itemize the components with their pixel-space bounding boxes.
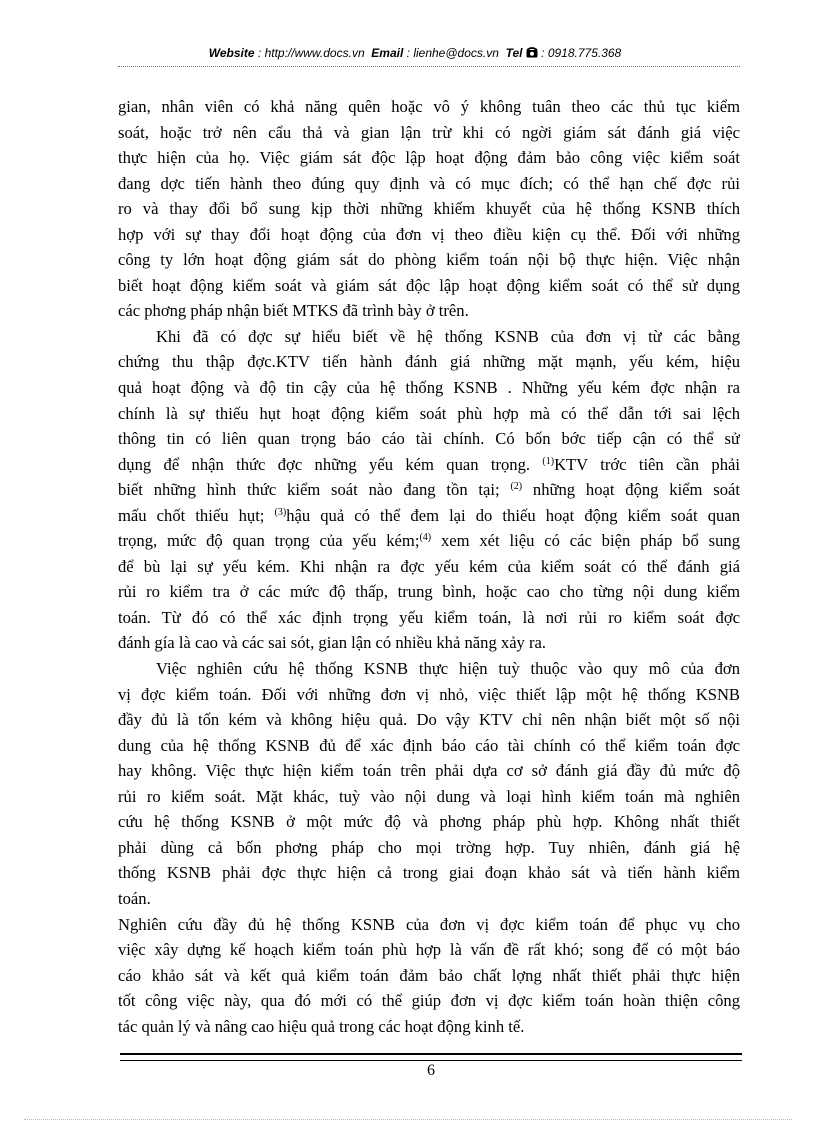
document-body — [118, 94, 740, 1039]
text-line: Việc nghiên cứu hệ thống KSNB thực hiện tuỳ thuộc vào quy mô của đơn — [156, 659, 740, 679]
phone-icon — [526, 46, 541, 60]
text-line: ro và thay đổi bổ sung kịp thời những khiếm khuyết của hệ thống KSNB thích — [118, 199, 740, 219]
page-header — [150, 46, 680, 60]
text-line: thực hiện của họ. Việc giám sát độc lập hoạt động đảm bảo công việc kiểm soát — [118, 148, 740, 168]
paragraph-3 — [118, 656, 740, 911]
text-line: Khi đã có đợc sự hiểu biết về hệ thống KSNB của đơn vị từ các bằng — [156, 326, 740, 346]
text-line: hay không. Việc thực hiện kiểm toán trên phải dựa cơ sở đánh giá đầy đủ mức độ — [118, 761, 740, 781]
text-line: đánh gía là cao và các sai sót, gian lận có nhiều khả năng xảy ra. — [118, 633, 547, 653]
text-line: toán. — [118, 888, 151, 908]
text-line: chứng thu thập đợc.KTV tiến hành đánh giá những mặt mạnh, yếu kém, hiệu — [118, 352, 740, 372]
text-line: thông tin có liên quan trọng báo cáo tài chính. Có bốn bớc tiếp cận có thể sử — [118, 429, 740, 449]
text-line: hợp với sự thay đổi hoạt động của đơn vị theo điều kiện cụ thể. Đối với những — [118, 224, 740, 244]
footer-divider — [120, 1053, 742, 1061]
paragraph-2 — [118, 324, 740, 656]
text-line: tốt công việc này, qua đó mới có thể giúp đơn vị đợc kiểm toán hoàn thiện công — [118, 991, 740, 1011]
text-line: biết những hình thức kiểm soát nào đang tồn tại; $^{(2)}$ những hoạt động kiểm soát — [118, 480, 740, 500]
text-line: để bù lại sự yếu kém. Khi nhận ra đợc yếu kém của kiểm soát có thể đánh giá — [118, 556, 740, 576]
text-line: vị đợc kiểm toán. Đối với những đơn vị nhỏ, việc thiết lập một hệ thống KSNB — [118, 684, 740, 704]
text-line: các phơng pháp nhận biết MTKS đã trình bày ở trên. — [118, 301, 469, 321]
paragraph-4 — [118, 912, 740, 1040]
enumeration-marker: (3) — [274, 506, 287, 518]
text-line: chính là sự thiếu hụt hoạt động kiểm soát phù hợp mà có thể dẫn tới sai lệch — [118, 403, 740, 423]
text-line: tác quản lý và nâng cao hiệu quả trong các hoạt động kinh tế. — [118, 1016, 525, 1036]
text-line: mấu chốt thiếu hụt; $^{(3)}$hậu quả có thể đem lại do thiếu hoạt động kiểm soát quan — [118, 505, 740, 525]
text-line: dung của hệ thống KSNB đủ để xác định báo cáo tài chính có thể kiểm toán đợc — [118, 735, 740, 755]
page-edge-divider — [24, 1119, 792, 1120]
text-line: gian, nhân viên có khả năng quên hoặc vô ý không tuân theo các thủ tục kiểm — [118, 97, 740, 116]
enumeration-marker: (2) — [510, 481, 523, 493]
enumeration-marker: (4) — [419, 532, 432, 544]
email-label: Email — [371, 46, 404, 60]
text-line: rủi ro kiểm soát. Mặt khác, tuỳ vào nội dung và loại hình kiểm toán mà nghiên — [118, 786, 740, 806]
text-line: đầy đủ là tốn kém và không hiệu quả. Do vậy KTV chỉ nên nhận biết một số nội — [118, 710, 740, 730]
enumeration-marker: (1) — [542, 455, 555, 467]
text-line: toán. Từ đó có thể xác định trọng yếu kiểm toán, là nơi rủi ro kiểm soát đợc — [118, 607, 740, 627]
text-line: việc xây dựng kế hoạch kiểm toán phù hợp là vấn đề rất khó; song để có một báo — [118, 940, 740, 960]
website-label: Website — [208, 46, 255, 60]
text-line: đang dợc tiến hành theo đúng quy định và có mục đích; có thể hạn chế đợc rủi — [118, 173, 740, 193]
text-line: quả hoạt động và độ tin cậy của hệ thống KSNB . Những yếu kém đợc nhận ra — [118, 378, 740, 398]
text-line: cáo khảo sát và kết quả kiểm toán đảm bảo chất lợng nhất thiết phải thực hiện — [118, 965, 740, 985]
paragraph-1 — [118, 94, 740, 324]
text-line: phải dùng cả bốn phơng pháp cho mọi trờng hợp. Tuy nhiên, đánh giá hệ — [118, 837, 740, 857]
tel-label: Tel — [505, 46, 523, 60]
email-value[interactable]: : lienhe@docs.vn — [406, 46, 499, 60]
page-number: 6 — [427, 1062, 435, 1079]
header-divider — [118, 66, 740, 67]
text-line: cứu hệ thống KSNB ở một mức độ và phơng pháp phù hợp. Không nhất thiết — [118, 812, 740, 832]
tel-value[interactable]: : 0918.775.368 — [541, 46, 622, 60]
text-line: thống KSNB phải đợc thực hiện cả trong giai đoạn khảo sát và tiến hành kiểm — [118, 863, 740, 883]
text-line: soát, hoặc trở nên cẩu thả và gian lận trừ khi có ngời giám sát đánh giá việc — [118, 122, 740, 142]
text-line: công ty lớn hoạt động giám sát do phòng kiểm toán nội bộ thực hiện. Việc nhận — [118, 250, 740, 270]
text-line: rủi ro kiểm tra ở các mức độ thấp, trung bình, hoặc cao cho từng nội dung kiểm — [118, 582, 740, 602]
website-value[interactable]: : http://www.docs.vn — [257, 46, 365, 60]
text-line: trọng, mức độ quan trọng của yếu kém;$^{(4)}$ xem xét liệu có các biện pháp bổ sung — [118, 531, 740, 551]
text-line: dụng để nhận thức đợc những yếu kém quan trọng. $^{(1)}$KTV trớc tiên cần phải — [118, 454, 740, 474]
text-line: biết hoạt động kiểm soát và giám sát độc lập hoạt động kiểm soát có thể sử dụng — [118, 275, 740, 295]
text-line: Nghiên cứu đầy đủ hệ thống KSNB của đơn vị đợc kiểm toán để phục vụ cho — [118, 914, 740, 934]
